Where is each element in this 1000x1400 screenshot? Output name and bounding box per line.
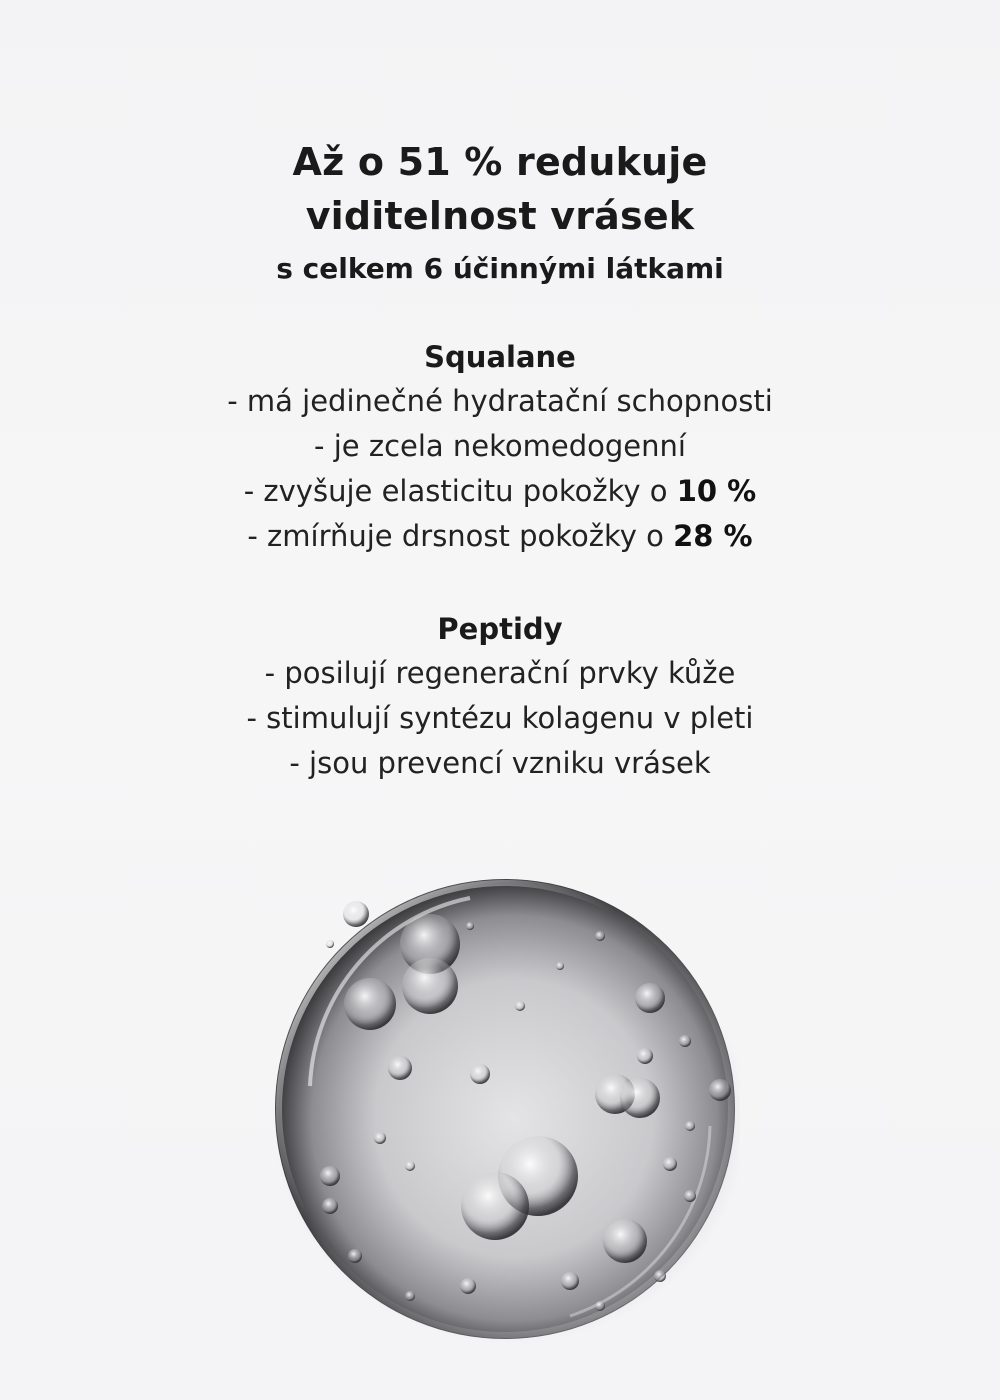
headline-line-1: Až o 51 % redukuje [292, 140, 708, 184]
benefit-item: - stimulují syntézu kolagenu v pleti [246, 701, 754, 735]
benefit-item: - má jedinečné hydratační schopnosti [227, 384, 773, 418]
section-title-peptidy: Peptidy [437, 612, 563, 646]
section-squalane [0, 335, 1000, 559]
benefit-item: - posilují regenerační prvky kůže [264, 656, 736, 690]
benefit-item: - zvyšuje elasticitu pokožky o 10 % [243, 474, 757, 508]
benefit-list-peptidy [0, 651, 1000, 786]
benefit-item: - je zcela nekomedogenní [314, 429, 686, 463]
headline [0, 135, 1000, 243]
highlight-value: 10 % [676, 474, 757, 508]
section-peptidy [0, 607, 1000, 786]
section-title-squalane: Squalane [424, 340, 576, 374]
serum-droplet-icon [270, 876, 740, 1342]
benefit-list-squalane [0, 379, 1000, 559]
benefit-item: - jsou prevencí vzniku vrásek [289, 746, 711, 780]
promo-content [0, 135, 1000, 786]
benefit-item: - zmírňuje drsnost pokožky o 28 % [247, 519, 753, 553]
highlight-value: 28 % [673, 519, 753, 553]
subheadline: s celkem 6 účinnými látkami [276, 252, 724, 285]
headline-line-2: viditelnost vrásek [305, 194, 695, 238]
